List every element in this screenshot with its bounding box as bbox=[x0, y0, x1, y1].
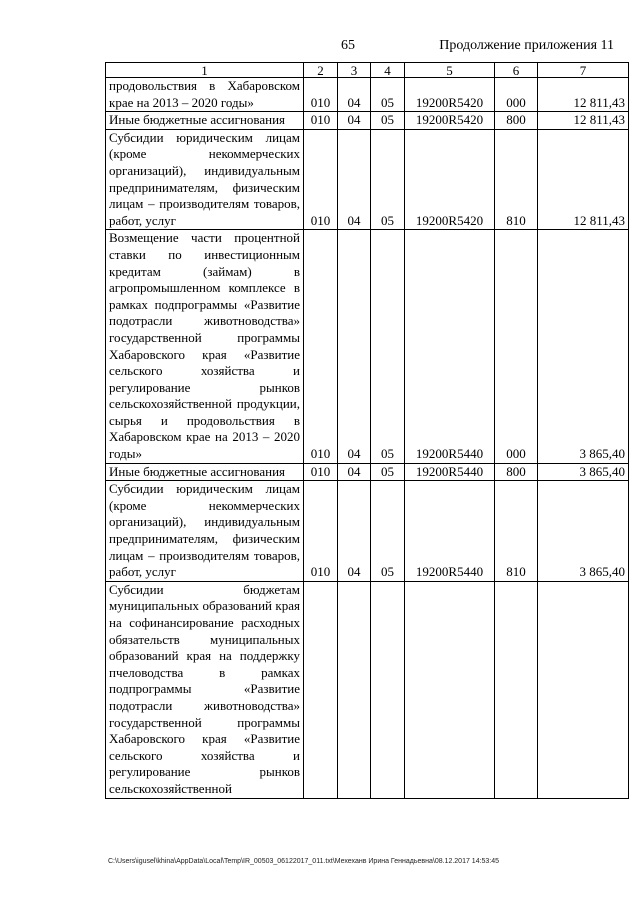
table-row bbox=[106, 112, 629, 130]
row-name: Субсидии юридическим лицам (кроме некоммерческих организаций), индивидуальным предпринимателям, физическим лицам – производителям товаров, работ, услуг bbox=[106, 129, 304, 230]
cell-subsection: 05 bbox=[371, 112, 405, 130]
cell-expense-type: 000 bbox=[495, 230, 538, 463]
column-header: 4 bbox=[371, 63, 405, 78]
table-row bbox=[106, 463, 629, 481]
cell-section: 04 bbox=[338, 78, 371, 112]
page-number: 65 bbox=[341, 38, 355, 53]
cell-grbs: 010 bbox=[304, 481, 338, 582]
cell-target-article: 19200R5440 bbox=[405, 230, 495, 463]
cell-subsection: 05 bbox=[371, 463, 405, 481]
cell-amount bbox=[538, 581, 629, 798]
cell-grbs: 010 bbox=[304, 463, 338, 481]
cell-section: 04 bbox=[338, 463, 371, 481]
cell-expense-type: 800 bbox=[495, 112, 538, 130]
cell-target-article: 19200R5420 bbox=[405, 112, 495, 130]
cell-section: 04 bbox=[338, 112, 371, 130]
cell-section: 04 bbox=[338, 481, 371, 582]
row-name: Субсидии бюджетам муниципальных образований края на софинансирование расходных обязательств муниципальных образований края на поддержку пчеловодства в рамках подпрограммы «Развитие подотрасли животноводства» государственной программы Хабаровского края «Развитие сельского хозяйства и регулирование рынков сельскохозяйственной bbox=[106, 581, 304, 798]
cell-target-article: 19200R5420 bbox=[405, 78, 495, 112]
cell-amount: 3 865,40 bbox=[538, 481, 629, 582]
cell-expense-type bbox=[495, 581, 538, 798]
table-header-row bbox=[106, 63, 629, 78]
column-header: 2 bbox=[304, 63, 338, 78]
row-name: Иные бюджетные ассигнования bbox=[106, 112, 304, 130]
column-header: 7 bbox=[538, 63, 629, 78]
cell-amount: 12 811,43 bbox=[538, 129, 629, 230]
cell-subsection: 05 bbox=[371, 230, 405, 463]
table-row bbox=[106, 78, 629, 112]
cell-amount: 3 865,40 bbox=[538, 463, 629, 481]
cell-subsection bbox=[371, 581, 405, 798]
cell-subsection: 05 bbox=[371, 481, 405, 582]
cell-section bbox=[338, 581, 371, 798]
cell-grbs: 010 bbox=[304, 129, 338, 230]
cell-target-article: 19200R5420 bbox=[405, 129, 495, 230]
budget-table bbox=[105, 62, 629, 799]
table-row bbox=[106, 581, 629, 798]
column-header: 1 bbox=[106, 63, 304, 78]
cell-expense-type: 800 bbox=[495, 463, 538, 481]
row-name: Субсидии юридическим лицам (кроме некоммерческих организаций), индивидуальным предпринимателям, физическим лицам – производителям товаров, работ, услуг bbox=[106, 481, 304, 582]
cell-target-article: 19200R5440 bbox=[405, 463, 495, 481]
cell-expense-type: 000 bbox=[495, 78, 538, 112]
continuation-label: Продолжение приложения 11 bbox=[439, 38, 614, 53]
cell-amount: 3 865,40 bbox=[538, 230, 629, 463]
cell-amount: 12 811,43 bbox=[538, 78, 629, 112]
cell-subsection: 05 bbox=[371, 129, 405, 230]
column-header: 3 bbox=[338, 63, 371, 78]
row-name: продовольствия в Хабаровском крае на 2013 – 2020 годы» bbox=[106, 78, 304, 112]
table-row bbox=[106, 481, 629, 582]
cell-section: 04 bbox=[338, 230, 371, 463]
cell-grbs: 010 bbox=[304, 230, 338, 463]
table-row bbox=[106, 129, 629, 230]
cell-target-article bbox=[405, 581, 495, 798]
cell-grbs: 010 bbox=[304, 112, 338, 130]
table-row bbox=[106, 230, 629, 463]
column-header: 5 bbox=[405, 63, 495, 78]
cell-grbs: 010 bbox=[304, 78, 338, 112]
column-header: 6 bbox=[495, 63, 538, 78]
cell-subsection: 05 bbox=[371, 78, 405, 112]
cell-target-article: 19200R5440 bbox=[405, 481, 495, 582]
cell-section: 04 bbox=[338, 129, 371, 230]
cell-amount: 12 811,43 bbox=[538, 112, 629, 130]
cell-expense-type: 810 bbox=[495, 481, 538, 582]
cell-expense-type: 810 bbox=[495, 129, 538, 230]
cell-grbs bbox=[304, 581, 338, 798]
file-path-footer: C:\Users\igusel\khina\AppData\Local\Temp\IR_00503_06122017_011.txt\Мехеханв Ирина Геннадьевна\08.12.2017 14:53:45 bbox=[108, 858, 500, 865]
row-name: Иные бюджетные ассигнования bbox=[106, 463, 304, 481]
row-name: Возмещение части процентной ставки по инвестиционным кредитам (займам) в агропромышленном комплексе в рамках подпрограммы «Развитие подотрасли животноводства» государственной программы Хабаровского края «Развитие сельского хозяйства и регулирование рынков сельскохозяйственной продукции, сырья и продовольствия в Хабаровском крае на 2013 – 2020 годы» bbox=[106, 230, 304, 463]
